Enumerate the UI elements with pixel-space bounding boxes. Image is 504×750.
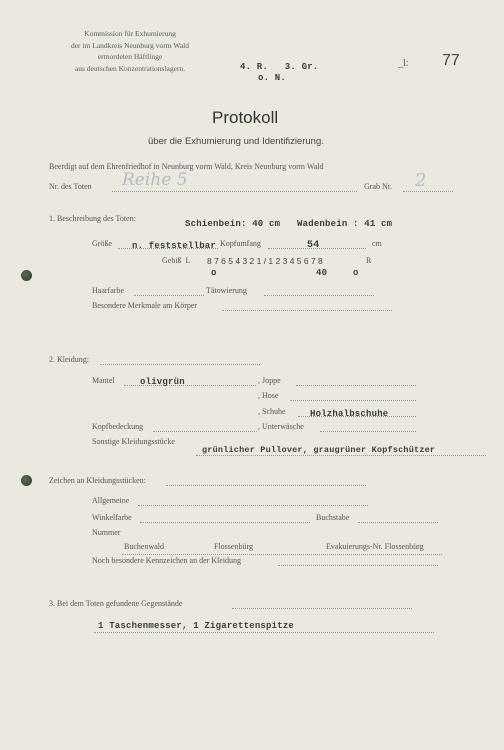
teeth-mark: o	[211, 268, 217, 278]
grave-number-line	[403, 191, 453, 192]
size-value: n. feststellbar	[132, 241, 217, 251]
head-value: 54	[307, 240, 320, 251]
number-label: Nummer	[92, 528, 121, 537]
number-line	[122, 554, 442, 555]
coat-value: olivgrün	[140, 377, 185, 387]
binder-hole-top	[21, 270, 32, 281]
page-subtitle: über die Exhumierung und Identifizierung.	[148, 136, 324, 147]
tattoo-line	[264, 295, 374, 296]
underwear-line	[320, 431, 416, 432]
headwear-line	[153, 431, 257, 432]
dead-number-label: Nr. des Toten	[49, 182, 92, 191]
typed-measures: Schienbein: 40 cm Wadenbein : 41 cm	[185, 219, 393, 229]
section1-heading: 1. Beschreibung des Toten:	[49, 214, 136, 223]
grave-number-label: Grab Nr.	[364, 182, 392, 191]
size-label: Größe	[92, 239, 112, 248]
marks-label: Besondere Merkmale am Körper	[92, 301, 198, 310]
doc-number-prefix: _l:	[398, 58, 409, 69]
teeth-label: Gebiß L	[162, 256, 191, 265]
trousers-label: , Hose	[258, 391, 279, 400]
doc-number: 77	[442, 52, 460, 69]
angle-color-label: Winkelfarbe	[92, 513, 132, 522]
letter-label: Buchstabe	[316, 513, 350, 522]
teeth-right: R	[366, 256, 372, 265]
section3-heading: 3. Bei dem Toten gefundene Gegenstände	[49, 599, 183, 608]
angle-color-line	[140, 522, 310, 523]
hair-line	[134, 295, 204, 296]
buchenwald-label: Buchenwald	[124, 542, 164, 551]
teeth-digits: 8 7 6 5 4 3 2 1 / 1 2 3 4 5 6 7 8	[207, 256, 323, 266]
clothing-marks-heading: Zeichen an Kleidungsstücken:	[49, 476, 146, 485]
other-clothing-label: Sonstige Kleidungsstücke	[92, 437, 175, 446]
found-items-value: 1 Taschenmesser, 1 Zigarettenspitze	[98, 621, 295, 631]
reference-line-2: o. N.	[258, 73, 287, 83]
trousers-line	[290, 400, 416, 401]
general-line	[138, 505, 368, 506]
burial-line: Beerdigt auf dem Ehrenfriedhof in Neunburg vorm Wald, Kreis Neunburg vorm Wald	[49, 162, 324, 171]
head-label: Kopfumfang	[220, 239, 261, 248]
clothing-marks-line	[166, 485, 366, 486]
other-marks-line	[278, 565, 438, 566]
marks-line	[222, 310, 392, 311]
letter-line	[358, 522, 438, 523]
shoes-label: , Schuhe	[258, 407, 286, 416]
underwear-label: , Unterwäsche	[258, 422, 304, 431]
head-unit: cm	[372, 239, 382, 248]
hair-label: Haarfarbe	[92, 286, 124, 295]
jacket-line	[296, 385, 416, 386]
grave-number-value: 2	[415, 170, 427, 191]
commission-header	[50, 28, 210, 74]
jacket-label: , Joppe	[258, 376, 281, 385]
coat-label: Mantel	[92, 376, 115, 385]
section2-heading: 2. Kleidung:	[49, 355, 89, 364]
commission-line: aus deutschen Konzentrationslagern.	[74, 63, 186, 73]
section3-line	[232, 608, 412, 609]
other-clothing-value: grünlicher Pullover, graugrüner Kopfschützer	[202, 445, 436, 455]
commission-line: der im Landkreis Neunburg vorm Wald	[70, 40, 190, 50]
other-marks-label: Noch besondere Kennzeichen an der Kleidung	[92, 556, 242, 565]
teeth-mark: 40	[316, 268, 328, 278]
tattoo-label: Tätowierung	[206, 286, 247, 295]
commission-line: ermordeten Häftlinge	[97, 52, 163, 61]
binder-hole-bottom	[21, 475, 32, 486]
shoes-value: Holzhalbschuhe	[310, 409, 389, 419]
headwear-label: Kopfbedeckung	[92, 422, 144, 431]
found-items-line	[94, 632, 434, 633]
dead-number-line	[112, 191, 357, 192]
commission-line: Kommission für Exhumierung	[84, 29, 176, 38]
general-label: Allgemeine	[92, 496, 130, 505]
dead-number-value: Reihe 5	[122, 170, 188, 190]
evacuation-number-label: Evakuierungs-Nr. Flossenbürg	[326, 542, 424, 551]
other-clothing-line	[196, 455, 486, 456]
reference-line-1: 4. R. 3. Gr.	[240, 62, 319, 72]
page-title: Protokoll	[212, 108, 279, 127]
flossenburg-label: Flossenbürg	[214, 542, 253, 551]
teeth-mark: o	[353, 268, 359, 278]
section2-line	[100, 364, 260, 365]
